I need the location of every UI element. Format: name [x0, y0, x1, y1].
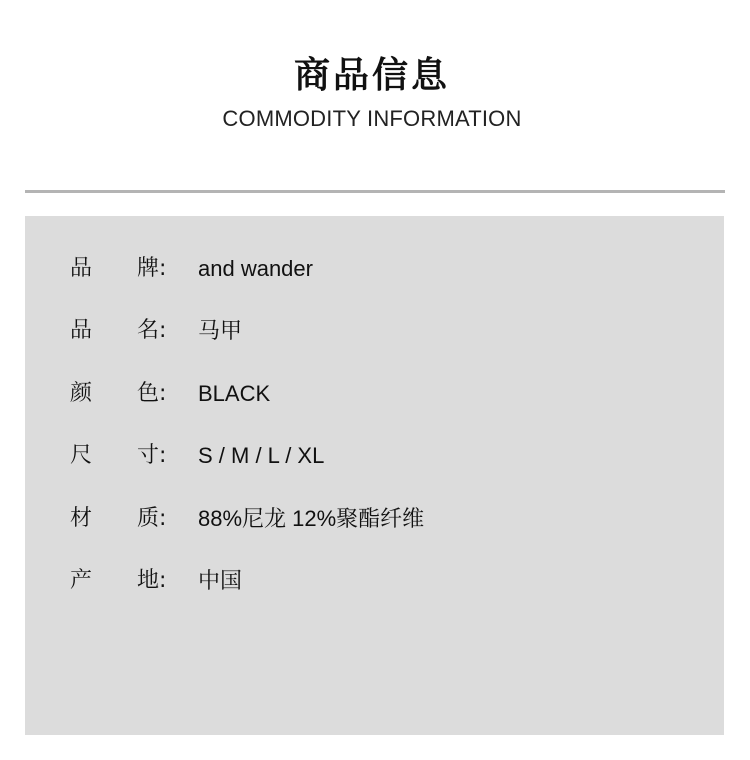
color-label-char-colon: 色:	[137, 381, 167, 406]
commodity-info-panel	[25, 216, 724, 735]
brand-label-char-colon: 牌:	[137, 256, 167, 281]
info-row-origin	[25, 563, 724, 599]
brand-label-char: 品	[70, 256, 93, 281]
product-name-label-char: 品	[70, 318, 93, 343]
header-divider	[25, 190, 725, 193]
info-row-color	[25, 376, 724, 412]
material-label-char: 材	[70, 506, 93, 531]
info-row-product-name	[25, 313, 724, 349]
material-value: 88%尼龙 12%聚酯纤维	[198, 506, 425, 531]
brand-value: and wander	[198, 256, 313, 281]
material-label-char-colon: 质:	[137, 506, 167, 531]
origin-value: 中国	[198, 568, 243, 593]
color-label-char: 颜	[70, 381, 93, 406]
origin-label-char: 产	[70, 568, 93, 593]
page-subtitle: COMMODITY INFORMATION	[222, 106, 522, 131]
origin-label-char-colon: 地:	[137, 568, 167, 593]
info-row-brand	[25, 251, 724, 287]
product-name-label-char-colon: 名:	[137, 318, 167, 343]
size-label-char-colon: 寸:	[137, 443, 167, 468]
info-row-size	[25, 438, 724, 474]
color-value: BLACK	[198, 381, 271, 406]
size-label-char: 尺	[70, 443, 93, 468]
page-header	[0, 0, 750, 190]
size-value: S / M / L / XL	[198, 443, 325, 468]
product-name-value: 马甲	[198, 318, 243, 343]
page-title: 商品信息	[293, 55, 450, 96]
info-row-material	[25, 501, 724, 537]
